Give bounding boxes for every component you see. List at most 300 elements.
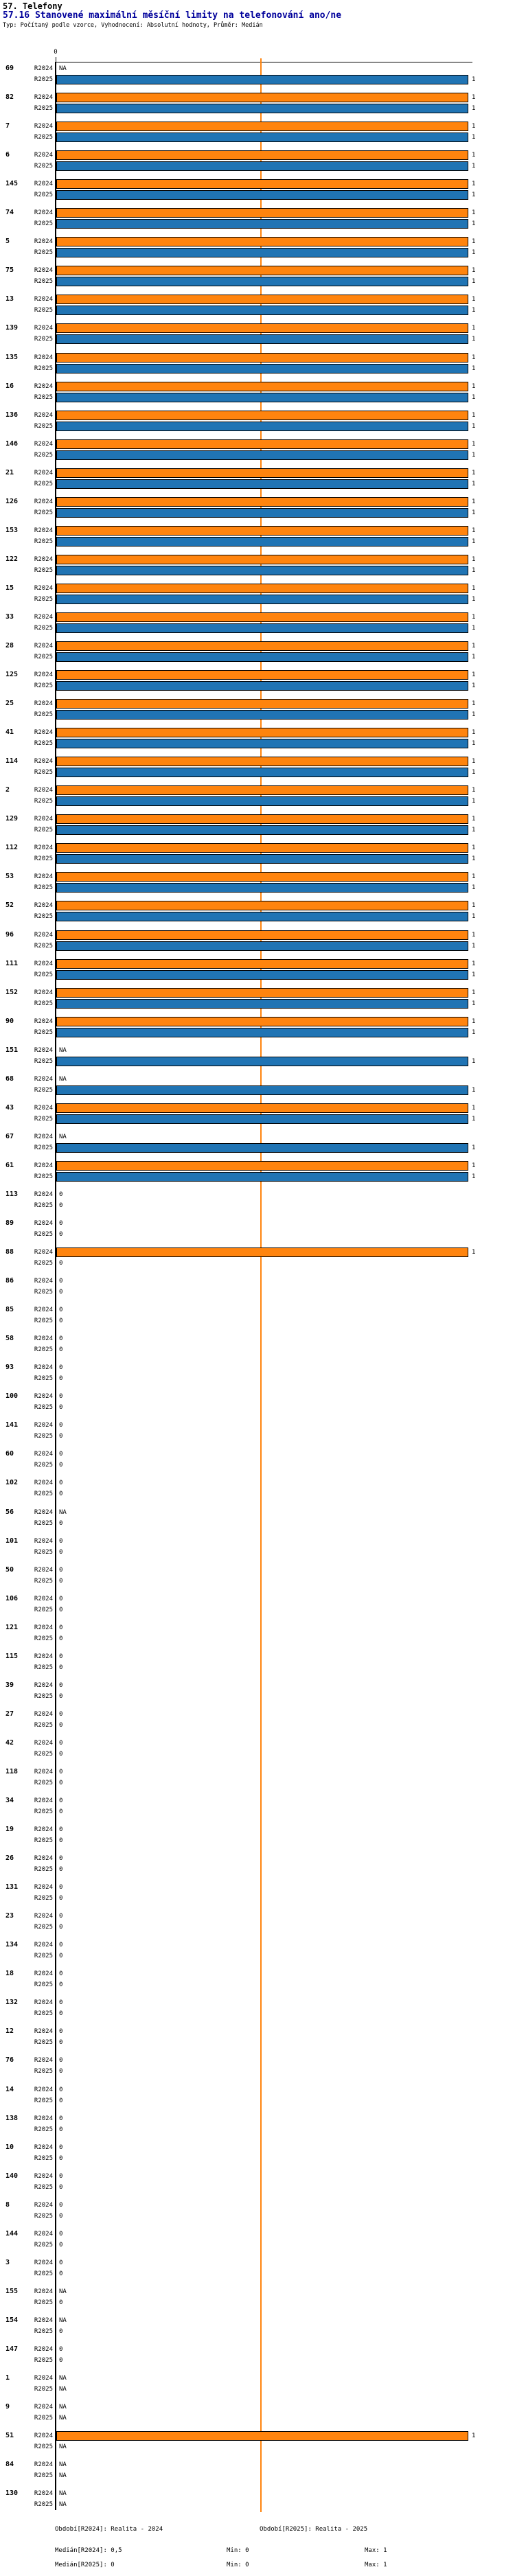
row-period-label: R2025 xyxy=(34,1491,53,1498)
row-group-id: 115 xyxy=(5,1652,19,1660)
bar-value-label: 1 xyxy=(472,105,476,113)
row-group-id: 67 xyxy=(5,1132,14,1140)
row-group-id: 6 xyxy=(5,151,10,159)
bar-value-label: 1 xyxy=(472,1249,476,1256)
bar-value-label: 1 xyxy=(472,798,476,805)
bar-value-label: 0 xyxy=(59,1260,63,1267)
row-group-id: 100 xyxy=(5,1392,19,1401)
bar-r2025 xyxy=(56,75,468,84)
row-period-label: R2024 xyxy=(34,1999,53,2007)
bar-value-label: 0 xyxy=(59,2230,63,2238)
row-group-id: 43 xyxy=(5,1103,14,1112)
chart-subtitle: 57.16 Stanovené maximální měsíční limity na telefonování ano/ne xyxy=(3,10,342,21)
bar-value-label: 1 xyxy=(472,873,476,881)
bar-r2025 xyxy=(56,1028,468,1037)
bar-value-label: 1 xyxy=(472,411,476,419)
row-period-label: R2024 xyxy=(34,1942,53,1949)
row-period-label: R2024 xyxy=(34,1278,53,1285)
bar-value-label: 0 xyxy=(59,1278,63,1285)
row-period-label: R2024 xyxy=(34,2375,53,2382)
bar-value-label: 0 xyxy=(59,1750,63,1758)
bar-value-label: 0 xyxy=(59,1220,63,1227)
row-group-id: 112 xyxy=(5,844,19,852)
bar-r2024 xyxy=(56,323,468,333)
row-period-label: R2024 xyxy=(34,2404,53,2411)
row-period-label: R2024 xyxy=(34,1451,53,1458)
bar-value-label: 1 xyxy=(472,884,476,892)
bar-r2024 xyxy=(56,1017,468,1026)
bar-r2025 xyxy=(56,393,468,402)
row-period-label: R2025 xyxy=(34,336,53,343)
bar-value-label: 1 xyxy=(472,566,476,574)
row-period-label: R2024 xyxy=(34,2490,53,2498)
bar-value-label: NA xyxy=(59,2443,67,2451)
bar-value-label: 0 xyxy=(59,2299,63,2306)
bar-value-label: 0 xyxy=(59,1981,63,1989)
row-group-id: 60 xyxy=(5,1450,14,1458)
chart-type-line: Typ: Počítaný podle vzorce, Vyhodnocení: Absolutní hodnoty, Průměr: Medián xyxy=(3,22,263,29)
row-group-id: 1 xyxy=(5,2374,10,2382)
bar-r2024 xyxy=(56,1247,468,1257)
row-period-label: R2024 xyxy=(34,152,53,159)
row-group-id: 75 xyxy=(5,266,14,275)
row-period-label: R2025 xyxy=(34,1692,53,1700)
bar-value-label: 1 xyxy=(472,711,476,719)
bar-value-label: NA xyxy=(59,1133,67,1140)
bar-r2024 xyxy=(56,641,468,651)
bar-value-label: 1 xyxy=(472,769,476,777)
bar-value-label: 0 xyxy=(59,2259,63,2266)
bar-value-label: 1 xyxy=(472,1000,476,1007)
row-period-label: R2024 xyxy=(34,209,53,217)
bar-value-label: 0 xyxy=(59,1346,63,1354)
bar-value-label: 0 xyxy=(59,2201,63,2209)
bar-r2024 xyxy=(56,353,468,363)
row-period-label: R2025 xyxy=(34,2472,53,2480)
bar-value-label: 0 xyxy=(59,2010,63,2018)
stat-max-r2024: Max: 1 xyxy=(365,2547,387,2554)
row-period-label: R2024 xyxy=(34,1017,53,1025)
bar-r2024 xyxy=(56,439,468,449)
row-period-label: R2025 xyxy=(34,307,53,314)
bar-r2024 xyxy=(56,959,468,969)
row-group-id: 14 xyxy=(5,2085,14,2093)
row-group-id: 89 xyxy=(5,1219,14,1227)
stat-median-r2025: Medián[R2025]: 0 xyxy=(55,2562,115,2568)
bar-r2025 xyxy=(56,652,468,662)
row-group-id: 85 xyxy=(5,1306,14,1314)
row-period-label: R2025 xyxy=(34,1433,53,1440)
bar-r2025 xyxy=(56,1057,468,1066)
bar-r2024 xyxy=(56,237,468,246)
row-period-label: R2025 xyxy=(34,1000,53,1007)
row-group-id: 16 xyxy=(5,382,14,390)
row-period-label: R2024 xyxy=(34,729,53,737)
row-period-label: R2024 xyxy=(34,1307,53,1314)
row-group-id: 21 xyxy=(5,468,14,476)
bar-value-label: 0 xyxy=(59,1884,63,1891)
row-group-id: 130 xyxy=(5,2489,19,2498)
bar-r2025 xyxy=(56,999,468,1009)
row-period-label: R2024 xyxy=(34,1826,53,1834)
row-period-label: R2025 xyxy=(34,2039,53,2047)
row-period-label: R2024 xyxy=(34,2028,53,2036)
bar-r2025 xyxy=(56,1172,468,1182)
bar-value-label: 1 xyxy=(472,538,476,545)
row-period-label: R2024 xyxy=(34,1046,53,1054)
bar-r2024 xyxy=(56,757,468,766)
row-period-label: R2024 xyxy=(34,1249,53,1256)
bar-value-label: 1 xyxy=(472,989,476,996)
row-period-label: R2025 xyxy=(34,971,53,978)
stat-median-r2024: Medián[R2024]: 0,5 xyxy=(55,2547,122,2554)
bar-value-label: 0 xyxy=(59,1231,63,1238)
row-period-label: R2025 xyxy=(34,1201,53,1209)
row-group-id: 132 xyxy=(5,1999,19,2007)
bar-value-label: 0 xyxy=(59,2039,63,2047)
bar-value-label: 0 xyxy=(59,1566,63,1574)
row-group-id: 13 xyxy=(5,295,14,303)
bar-r2024 xyxy=(56,612,468,622)
row-group-id: 151 xyxy=(5,1046,19,1054)
row-group-id: 25 xyxy=(5,700,14,708)
row-group-id: 90 xyxy=(5,1017,14,1025)
row-period-label: R2025 xyxy=(34,2386,53,2393)
row-period-label: R2024 xyxy=(34,671,53,679)
row-group-id: 82 xyxy=(5,93,14,102)
bar-value-label: 1 xyxy=(472,451,476,459)
row-period-label: R2025 xyxy=(34,740,53,748)
row-period-label: R2025 xyxy=(34,913,53,921)
bar-value-label: 1 xyxy=(472,393,476,401)
bar-value-label: 1 xyxy=(472,509,476,516)
bar-value-label: 1 xyxy=(472,325,476,332)
bar-r2025 xyxy=(56,277,468,286)
row-group-id: 56 xyxy=(5,1508,14,1516)
row-group-id: 10 xyxy=(5,2143,14,2151)
bar-value-label: 1 xyxy=(472,469,476,476)
bar-r2024 xyxy=(56,584,468,593)
bar-r2024 xyxy=(56,411,468,420)
bar-value-label: 1 xyxy=(472,643,476,649)
row-period-label: R2024 xyxy=(34,2057,53,2065)
row-period-label: R2024 xyxy=(34,787,53,794)
row-group-id: 113 xyxy=(5,1190,19,1198)
row-period-label: R2024 xyxy=(34,2143,53,2151)
bar-value-label: 1 xyxy=(472,123,476,130)
bar-value-label: 1 xyxy=(472,134,476,141)
row-period-label: R2025 xyxy=(34,163,53,170)
bar-value-label: 1 xyxy=(472,844,476,852)
bar-value-label: 1 xyxy=(472,913,476,921)
bar-r2025 xyxy=(56,161,468,171)
row-period-label: R2024 xyxy=(34,844,53,852)
row-group-id: 74 xyxy=(5,209,14,217)
bar-value-label: 0 xyxy=(59,1970,63,1978)
row-period-label: R2024 xyxy=(34,123,53,130)
row-period-label: R2024 xyxy=(34,1133,53,1140)
bar-value-label: 0 xyxy=(59,2068,63,2075)
row-group-id: 84 xyxy=(5,2461,14,2469)
row-period-label: R2025 xyxy=(34,1808,53,1815)
row-period-label: R2025 xyxy=(34,1086,53,1094)
row-group-id: 155 xyxy=(5,2287,19,2295)
bar-r2024 xyxy=(56,555,468,564)
bar-value-label: 0 xyxy=(59,1837,63,1845)
bar-value-label: 1 xyxy=(472,181,476,188)
row-period-label: R2025 xyxy=(34,1173,53,1180)
row-period-label: R2024 xyxy=(34,325,53,332)
row-period-label: R2024 xyxy=(34,2086,53,2093)
row-group-id: 42 xyxy=(5,1738,14,1747)
row-group-id: 145 xyxy=(5,180,19,188)
bar-value-label: 0 xyxy=(59,2057,63,2065)
row-period-label: R2024 xyxy=(34,2230,53,2238)
row-period-label: R2025 xyxy=(34,1548,53,1556)
row-period-label: R2025 xyxy=(34,2299,53,2306)
row-period-label: R2025 xyxy=(34,1057,53,1065)
row-group-id: 52 xyxy=(5,901,14,910)
row-period-label: R2024 xyxy=(34,238,53,246)
row-period-label: R2024 xyxy=(34,2172,53,2180)
row-group-id: 86 xyxy=(5,1277,14,1285)
bar-value-label: 1 xyxy=(472,902,476,910)
row-group-id: 134 xyxy=(5,1941,19,1949)
row-period-label: R2024 xyxy=(34,2259,53,2266)
row-period-label: R2024 xyxy=(34,1681,53,1689)
row-group-id: 18 xyxy=(5,1970,14,1978)
row-period-label: R2025 xyxy=(34,1635,53,1642)
row-period-label: R2025 xyxy=(34,1981,53,1989)
bar-value-label: 0 xyxy=(59,1942,63,1949)
bar-r2024 xyxy=(56,1103,468,1113)
bar-r2024 xyxy=(56,930,468,940)
bar-r2025 xyxy=(56,854,468,864)
bar-value-label: NA xyxy=(59,65,67,72)
row-period-label: R2025 xyxy=(34,192,53,199)
bar-value-label: 0 xyxy=(59,1595,63,1602)
row-group-id: 9 xyxy=(5,2403,10,2411)
row-period-label: R2025 xyxy=(34,1028,53,1036)
row-group-id: 27 xyxy=(5,1710,14,1718)
bar-value-label: 1 xyxy=(472,422,476,430)
row-period-label: R2024 xyxy=(34,1422,53,1429)
row-group-id: 114 xyxy=(5,757,19,766)
bar-value-label: 1 xyxy=(472,931,476,939)
row-period-label: R2024 xyxy=(34,1480,53,1487)
bar-value-label: NA xyxy=(59,2316,67,2324)
bar-r2024 xyxy=(56,843,468,853)
bar-value-label: 1 xyxy=(472,682,476,690)
bar-value-label: 1 xyxy=(472,960,476,967)
row-period-label: R2025 xyxy=(34,105,53,113)
bar-value-label: 1 xyxy=(472,671,476,679)
row-period-label: R2025 xyxy=(34,1346,53,1354)
row-group-id: 34 xyxy=(5,1797,14,1804)
bar-value-label: 0 xyxy=(59,2356,63,2364)
bar-value-label: NA xyxy=(59,1508,67,1516)
row-period-label: R2025 xyxy=(34,2443,53,2451)
row-period-label: R2024 xyxy=(34,65,53,72)
row-period-label: R2024 xyxy=(34,758,53,766)
row-period-label: R2025 xyxy=(34,1837,53,1845)
row-group-id: 146 xyxy=(5,439,19,448)
bar-value-label: 0 xyxy=(59,1404,63,1412)
row-group-id: 53 xyxy=(5,873,14,881)
row-period-label: R2025 xyxy=(34,2270,53,2277)
bar-value-label: 0 xyxy=(59,1710,63,1718)
row-period-label: R2024 xyxy=(34,816,53,823)
row-period-label: R2024 xyxy=(34,2316,53,2324)
row-period-label: R2025 xyxy=(34,1750,53,1758)
row-group-id: 12 xyxy=(5,2027,14,2036)
row-period-label: R2025 xyxy=(34,76,53,83)
bar-value-label: 0 xyxy=(59,1953,63,1960)
bar-r2025 xyxy=(56,796,468,806)
bar-r2024 xyxy=(56,497,468,507)
bar-r2024 xyxy=(56,122,468,131)
stat-min-r2025: Min: 0 xyxy=(227,2562,249,2568)
row-period-label: R2025 xyxy=(34,509,53,516)
row-group-id: 131 xyxy=(5,1883,19,1891)
row-period-label: R2025 xyxy=(34,2212,53,2220)
bar-value-label: 0 xyxy=(59,1692,63,1700)
bar-value-label: 0 xyxy=(59,1606,63,1613)
row-period-label: R2024 xyxy=(34,931,53,939)
bar-r2024 xyxy=(56,901,468,910)
bar-value-label: 0 xyxy=(59,1768,63,1775)
x-axis-tick-label: 0 xyxy=(54,49,58,56)
row-group-id: 68 xyxy=(5,1074,14,1083)
row-group-id: 69 xyxy=(5,65,14,72)
row-period-label: R2024 xyxy=(34,1393,53,1401)
bar-value-label: 0 xyxy=(59,1635,63,1642)
row-period-label: R2025 xyxy=(34,2154,53,2162)
bar-value-label: 0 xyxy=(59,1895,63,1902)
row-period-label: R2024 xyxy=(34,1913,53,1920)
row-group-id: 136 xyxy=(5,411,19,419)
row-period-label: R2025 xyxy=(34,1577,53,1585)
row-period-label: R2024 xyxy=(34,2461,53,2469)
bar-r2024 xyxy=(56,1161,468,1171)
row-period-label: R2024 xyxy=(34,2345,53,2353)
row-period-label: R2025 xyxy=(34,480,53,487)
row-period-label: R2025 xyxy=(34,1924,53,1931)
row-period-label: R2024 xyxy=(34,555,53,563)
bar-value-label: 1 xyxy=(472,249,476,257)
bar-value-label: NA xyxy=(59,2375,67,2382)
row-period-label: R2025 xyxy=(34,451,53,459)
row-period-label: R2025 xyxy=(34,827,53,834)
bar-value-label: 0 xyxy=(59,1537,63,1545)
row-group-id: 101 xyxy=(5,1537,19,1545)
bar-r2025 xyxy=(56,912,468,921)
row-period-label: R2024 xyxy=(34,440,53,448)
bar-value-label: 0 xyxy=(59,1201,63,1209)
row-group-id: 125 xyxy=(5,671,19,679)
page-title: 57. Telefony xyxy=(3,1,62,11)
bar-r2025 xyxy=(56,825,468,835)
row-period-label: R2025 xyxy=(34,654,53,660)
row-period-label: R2024 xyxy=(34,296,53,303)
bar-value-label: 0 xyxy=(59,1375,63,1383)
row-group-id: 51 xyxy=(5,2432,14,2440)
row-group-id: 139 xyxy=(5,324,19,332)
bar-value-label: 1 xyxy=(472,971,476,978)
row-period-label: R2024 xyxy=(34,1191,53,1198)
row-period-label: R2025 xyxy=(34,249,53,257)
bar-r2025 xyxy=(56,941,468,951)
bar-value-label: 0 xyxy=(59,1664,63,1671)
bar-r2025 xyxy=(56,1143,468,1153)
row-period-label: R2025 xyxy=(34,711,53,719)
row-period-label: R2025 xyxy=(34,624,53,632)
row-period-label: R2025 xyxy=(34,2068,53,2075)
row-period-label: R2025 xyxy=(34,884,53,892)
bar-value-label: 1 xyxy=(472,654,476,660)
row-period-label: R2024 xyxy=(34,469,53,476)
row-period-label: R2025 xyxy=(34,1721,53,1729)
row-period-label: R2025 xyxy=(34,134,53,141)
bar-value-label: 1 xyxy=(472,527,476,534)
bar-value-label: 1 xyxy=(472,595,476,603)
row-group-id: 129 xyxy=(5,815,19,823)
row-period-label: R2024 xyxy=(34,1884,53,1891)
bar-value-label: 1 xyxy=(472,498,476,505)
bar-value-label: 1 xyxy=(472,209,476,217)
row-period-label: R2024 xyxy=(34,1335,53,1343)
bar-value-label: 1 xyxy=(472,855,476,863)
bar-value-label: 1 xyxy=(472,1017,476,1025)
row-period-label: R2025 xyxy=(34,1462,53,1469)
bar-value-label: 0 xyxy=(59,1548,63,1556)
bar-value-label: 1 xyxy=(472,816,476,823)
bar-value-label: 1 xyxy=(472,192,476,199)
row-period-label: R2024 xyxy=(34,1104,53,1112)
row-group-id: 8 xyxy=(5,2200,10,2209)
bar-value-label: 1 xyxy=(472,94,476,102)
row-group-id: 93 xyxy=(5,1364,14,1372)
bar-r2024 xyxy=(56,670,468,680)
bar-value-label: NA xyxy=(59,2472,67,2480)
bar-value-label: 1 xyxy=(472,336,476,343)
bar-value-label: 0 xyxy=(59,1624,63,1631)
bar-r2025 xyxy=(56,566,468,575)
bar-value-label: 1 xyxy=(472,296,476,303)
bar-value-label: 0 xyxy=(59,1480,63,1487)
row-group-id: 121 xyxy=(5,1623,19,1631)
bar-value-label: 0 xyxy=(59,1491,63,1498)
bar-value-label: 0 xyxy=(59,1191,63,1198)
bar-value-label: 0 xyxy=(59,1307,63,1314)
bar-r2024 xyxy=(56,814,468,824)
bar-value-label: NA xyxy=(59,2415,67,2422)
row-period-label: R2025 xyxy=(34,2327,53,2335)
row-period-label: R2025 xyxy=(34,1866,53,1874)
bar-value-label: 0 xyxy=(59,2086,63,2093)
bar-value-label: 1 xyxy=(472,1057,476,1065)
bar-value-label: 0 xyxy=(59,2241,63,2249)
row-period-label: R2024 xyxy=(34,1624,53,1631)
bar-value-label: 0 xyxy=(59,1289,63,1296)
bar-value-label: 0 xyxy=(59,2270,63,2277)
bar-value-label: 1 xyxy=(472,1162,476,1169)
row-group-id: 153 xyxy=(5,526,19,534)
bar-r2025 xyxy=(56,970,468,980)
bar-r2025 xyxy=(56,595,468,604)
bar-value-label: 0 xyxy=(59,1422,63,1429)
bar-r2025 xyxy=(56,1114,468,1124)
